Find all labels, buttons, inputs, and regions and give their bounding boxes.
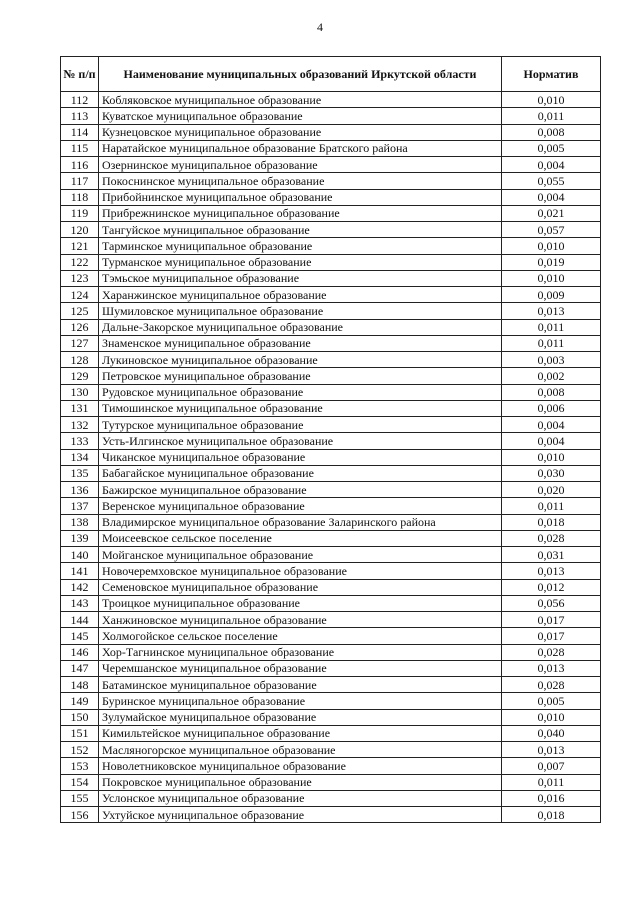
table-header-row [61, 57, 601, 92]
row-number-cell: 114 [61, 124, 99, 140]
table-row [61, 189, 601, 205]
norm-value-cell: 0,030 [502, 465, 601, 481]
municipality-name-cell: Бабагайское муниципальное образование [99, 465, 502, 481]
norm-value-cell: 0,028 [502, 644, 601, 660]
row-number-cell: 112 [61, 92, 99, 108]
norm-value-cell: 0,005 [502, 140, 601, 156]
table-row [61, 482, 601, 498]
municipality-name-cell: Наратайское муниципальное образование Братского района [99, 140, 502, 156]
municipality-name-cell: Семеновское муниципальное образование [99, 579, 502, 595]
norm-value-cell: 0,028 [502, 530, 601, 546]
norm-value-cell: 0,057 [502, 222, 601, 238]
norm-value-cell: 0,031 [502, 547, 601, 563]
row-number-cell: 115 [61, 140, 99, 156]
norm-value-cell: 0,010 [502, 709, 601, 725]
table-row [61, 709, 601, 725]
norm-value-cell: 0,003 [502, 352, 601, 368]
table-row [61, 335, 601, 351]
municipality-name-cell: Куватское муниципальное образование [99, 108, 502, 124]
row-number-cell: 122 [61, 254, 99, 270]
norm-value-cell: 0,008 [502, 124, 601, 140]
table-row [61, 270, 601, 286]
row-number-cell: 121 [61, 238, 99, 254]
table-row [61, 758, 601, 774]
row-number-cell: 149 [61, 693, 99, 709]
header-name: Наименование муниципальных образований Иркутской области [99, 57, 502, 92]
row-number-cell: 124 [61, 287, 99, 303]
municipality-name-cell: Тангуйское муниципальное образование [99, 222, 502, 238]
norm-value-cell: 0,056 [502, 595, 601, 611]
municipality-name-cell: Знаменское муниципальное образование [99, 335, 502, 351]
norm-value-cell: 0,018 [502, 807, 601, 823]
norm-value-cell: 0,028 [502, 677, 601, 693]
table-row [61, 108, 601, 124]
municipality-name-cell: Усть-Илгинское муниципальное образование [99, 433, 502, 449]
row-number-cell: 144 [61, 612, 99, 628]
municipality-name-cell: Покоснинское муниципальное образование [99, 173, 502, 189]
table-row [61, 124, 601, 140]
municipality-name-cell: Рудовское муниципальное образование [99, 384, 502, 400]
table-row [61, 514, 601, 530]
norm-value-cell: 0,013 [502, 660, 601, 676]
table-row [61, 222, 601, 238]
table-row [61, 400, 601, 416]
row-number-cell: 120 [61, 222, 99, 238]
norm-value-cell: 0,011 [502, 108, 601, 124]
row-number-cell: 152 [61, 742, 99, 758]
norm-value-cell: 0,018 [502, 514, 601, 530]
row-number-cell: 142 [61, 579, 99, 595]
row-number-cell: 141 [61, 563, 99, 579]
table-row [61, 465, 601, 481]
norm-value-cell: 0,021 [502, 205, 601, 221]
municipality-name-cell: Батаминское муниципальное образование [99, 677, 502, 693]
norm-value-cell: 0,011 [502, 335, 601, 351]
table-row [61, 287, 601, 303]
row-number-cell: 129 [61, 368, 99, 384]
table-row [61, 725, 601, 741]
norm-value-cell: 0,017 [502, 612, 601, 628]
table-row [61, 742, 601, 758]
table-row [61, 498, 601, 514]
municipality-name-cell: Тэмьское муниципальное образование [99, 270, 502, 286]
municipality-name-cell: Кузнецовское муниципальное образование [99, 124, 502, 140]
norm-value-cell: 0,010 [502, 92, 601, 108]
row-number-cell: 130 [61, 384, 99, 400]
table-row [61, 157, 601, 173]
table-row [61, 612, 601, 628]
table-row [61, 660, 601, 676]
municipality-name-cell: Масляногорское муниципальное образование [99, 742, 502, 758]
table-row [61, 628, 601, 644]
municipality-name-cell: Тутурское муниципальное образование [99, 417, 502, 433]
municipality-name-cell: Мойганское муниципальное образование [99, 547, 502, 563]
row-number-cell: 147 [61, 660, 99, 676]
norm-value-cell: 0,006 [502, 400, 601, 416]
header-norm: Норматив [502, 57, 601, 92]
municipality-name-cell: Петровское муниципальное образование [99, 368, 502, 384]
municipality-name-cell: Озернинское муниципальное образование [99, 157, 502, 173]
norm-value-cell: 0,010 [502, 449, 601, 465]
row-number-cell: 137 [61, 498, 99, 514]
row-number-cell: 123 [61, 270, 99, 286]
row-number-cell: 151 [61, 725, 99, 741]
municipality-name-cell: Лукиновское муниципальное образование [99, 352, 502, 368]
municipality-name-cell: Прибойнинское муниципальное образование [99, 189, 502, 205]
row-number-cell: 148 [61, 677, 99, 693]
table-row [61, 417, 601, 433]
row-number-cell: 133 [61, 433, 99, 449]
norm-value-cell: 0,009 [502, 287, 601, 303]
row-number-cell: 136 [61, 482, 99, 498]
norm-value-cell: 0,005 [502, 693, 601, 709]
norm-value-cell: 0,011 [502, 319, 601, 335]
municipality-name-cell: Троицкое муниципальное образование [99, 595, 502, 611]
norm-value-cell: 0,017 [502, 628, 601, 644]
table-row [61, 384, 601, 400]
row-number-cell: 143 [61, 595, 99, 611]
municipality-name-cell: Владимирское муниципальное образование Заларинского района [99, 514, 502, 530]
norm-value-cell: 0,011 [502, 498, 601, 514]
municipality-name-cell: Прибрежнинское муниципальное образование [99, 205, 502, 221]
table-row [61, 368, 601, 384]
row-number-cell: 118 [61, 189, 99, 205]
municipality-name-cell: Новолетниковское муниципальное образование [99, 758, 502, 774]
table-row [61, 547, 601, 563]
row-number-cell: 117 [61, 173, 99, 189]
municipality-name-cell: Ханжиновское муниципальное образование [99, 612, 502, 628]
norm-value-cell: 0,007 [502, 758, 601, 774]
row-number-cell: 125 [61, 303, 99, 319]
norm-value-cell: 0,040 [502, 725, 601, 741]
municipality-name-cell: Холмогойское сельское поселение [99, 628, 502, 644]
table-body [61, 92, 601, 823]
table-row [61, 774, 601, 790]
row-number-cell: 119 [61, 205, 99, 221]
row-number-cell: 156 [61, 807, 99, 823]
row-number-cell: 145 [61, 628, 99, 644]
table-row [61, 807, 601, 823]
municipality-name-cell: Ухтуйское муниципальное образование [99, 807, 502, 823]
municipality-name-cell: Веренское муниципальное образование [99, 498, 502, 514]
norm-value-cell: 0,016 [502, 790, 601, 806]
table-row [61, 563, 601, 579]
row-number-cell: 132 [61, 417, 99, 433]
norm-value-cell: 0,019 [502, 254, 601, 270]
table-row [61, 433, 601, 449]
norm-value-cell: 0,004 [502, 189, 601, 205]
municipality-name-cell: Услонское муниципальное образование [99, 790, 502, 806]
norm-value-cell: 0,004 [502, 433, 601, 449]
table-row [61, 140, 601, 156]
table-row [61, 92, 601, 108]
municipality-name-cell: Кобляковское муниципальное образование [99, 92, 502, 108]
row-number-cell: 155 [61, 790, 99, 806]
norm-value-cell: 0,013 [502, 303, 601, 319]
municipality-name-cell: Буринское муниципальное образование [99, 693, 502, 709]
municipality-name-cell: Шумиловское муниципальное образование [99, 303, 502, 319]
norm-value-cell: 0,010 [502, 270, 601, 286]
table-row [61, 205, 601, 221]
table-row [61, 449, 601, 465]
table-row [61, 530, 601, 546]
municipality-name-cell: Хор-Тагнинское муниципальное образование [99, 644, 502, 660]
norm-value-cell: 0,004 [502, 157, 601, 173]
municipality-name-cell: Харанжинское муниципальное образование [99, 287, 502, 303]
row-number-cell: 138 [61, 514, 99, 530]
table-row [61, 595, 601, 611]
row-number-cell: 154 [61, 774, 99, 790]
table-row [61, 238, 601, 254]
norm-value-cell: 0,002 [502, 368, 601, 384]
table-row [61, 303, 601, 319]
row-number-cell: 139 [61, 530, 99, 546]
norm-value-cell: 0,010 [502, 238, 601, 254]
norm-value-cell: 0,011 [502, 774, 601, 790]
municipality-name-cell: Моисеевское сельское поселение [99, 530, 502, 546]
municipality-name-cell: Покровское муниципальное образование [99, 774, 502, 790]
municipality-name-cell: Тимошинское муниципальное образование [99, 400, 502, 416]
row-number-cell: 131 [61, 400, 99, 416]
norm-value-cell: 0,008 [502, 384, 601, 400]
table-row [61, 254, 601, 270]
norms-table [60, 56, 601, 823]
municipality-name-cell: Кимильтейское муниципальное образование [99, 725, 502, 741]
page-number: 4 [317, 20, 323, 34]
municipality-name-cell: Черемшанское муниципальное образование [99, 660, 502, 676]
table-row [61, 319, 601, 335]
norm-value-cell: 0,013 [502, 742, 601, 758]
row-number-cell: 135 [61, 465, 99, 481]
row-number-cell: 146 [61, 644, 99, 660]
table-row [61, 352, 601, 368]
municipality-name-cell: Зулумайское муниципальное образование [99, 709, 502, 725]
row-number-cell: 126 [61, 319, 99, 335]
table-row [61, 173, 601, 189]
norm-value-cell: 0,055 [502, 173, 601, 189]
municipality-name-cell: Новочеремховское муниципальное образование [99, 563, 502, 579]
table-row [61, 677, 601, 693]
row-number-cell: 116 [61, 157, 99, 173]
municipality-name-cell: Чиканское муниципальное образование [99, 449, 502, 465]
table-row [61, 644, 601, 660]
norm-value-cell: 0,004 [502, 417, 601, 433]
norm-value-cell: 0,020 [502, 482, 601, 498]
row-number-cell: 128 [61, 352, 99, 368]
row-number-cell: 140 [61, 547, 99, 563]
row-number-cell: 150 [61, 709, 99, 725]
header-number: № п/п [61, 57, 99, 92]
norm-value-cell: 0,012 [502, 579, 601, 595]
row-number-cell: 127 [61, 335, 99, 351]
municipality-name-cell: Турманское муниципальное образование [99, 254, 502, 270]
table-row [61, 693, 601, 709]
row-number-cell: 153 [61, 758, 99, 774]
row-number-cell: 134 [61, 449, 99, 465]
municipality-name-cell: Тарминское муниципальное образование [99, 238, 502, 254]
norm-value-cell: 0,013 [502, 563, 601, 579]
row-number-cell: 113 [61, 108, 99, 124]
table-row [61, 579, 601, 595]
municipality-name-cell: Бажирское муниципальное образование [99, 482, 502, 498]
municipality-name-cell: Дальне-Закорское муниципальное образование [99, 319, 502, 335]
table-row [61, 790, 601, 806]
